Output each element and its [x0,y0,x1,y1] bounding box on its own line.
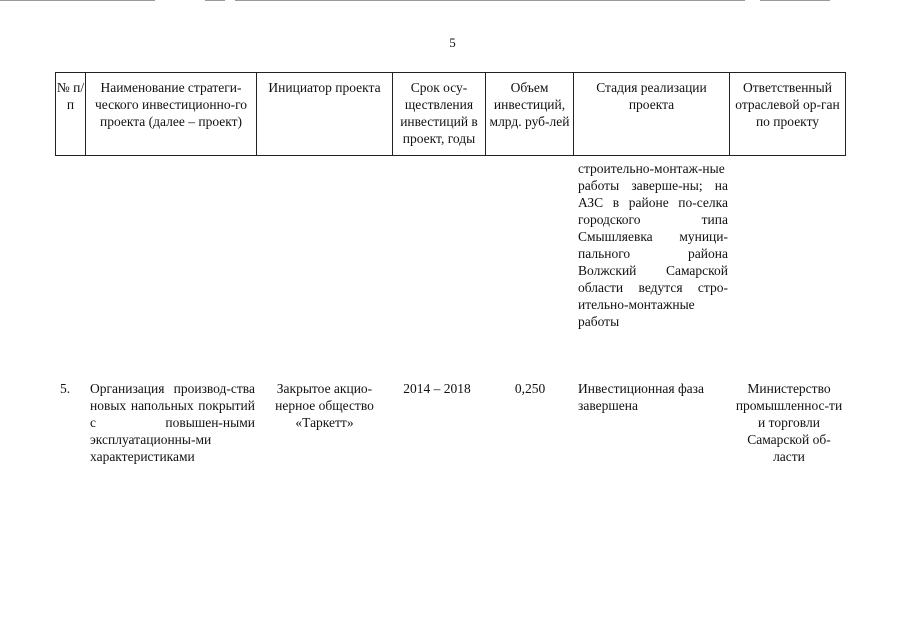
row5-num: 5. [60,381,71,396]
header-responsible: Ответственный отраслевой ор-ган по проекту [730,73,846,155]
row5-stage: Инвестиционная фаза завершена [578,381,705,413]
row5-responsible: Министерство промышленнос-ти и торговли Самарской об-ласти [735,381,843,464]
row5-period: 2014 – 2018 [403,381,471,396]
page-number: 5 [449,35,456,50]
scan-artifact-line [760,0,830,1]
continued-stage-text: строительно-монтаж-ные работы заверше-ны; на АЗС в районе по-селка городского типа Смышляевка муници-пального района Волжский Самарской области ведутся стро-ительно-монтажные работы [578,161,728,329]
header-volume: Объем инвестиций, млрд. руб-лей [486,73,574,155]
row5-initiator: Закрытое акцио-нерное общество «Таркетт» [275,381,374,430]
header-num: № п/п [55,73,86,155]
row5-name: Организация производ-ства новых напольных покрытий с повышен-ными эксплуатационны-ми характеристиками [90,381,255,464]
header-period: Срок осу-ществления инвестиций в проект, годы [393,73,486,155]
table-header [55,72,846,156]
row5-volume: 0,250 [514,381,546,396]
header-name: Наименование стратеги-ческого инвестиционно-го проекта (далее – проект) [86,73,257,155]
scan-artifact-line [205,0,225,1]
scan-artifact-line [235,0,745,1]
header-initiator: Инициатор проекта [257,73,393,155]
header-stage: Стадия реализации проекта [574,73,730,155]
scan-artifact-line [0,0,155,1]
